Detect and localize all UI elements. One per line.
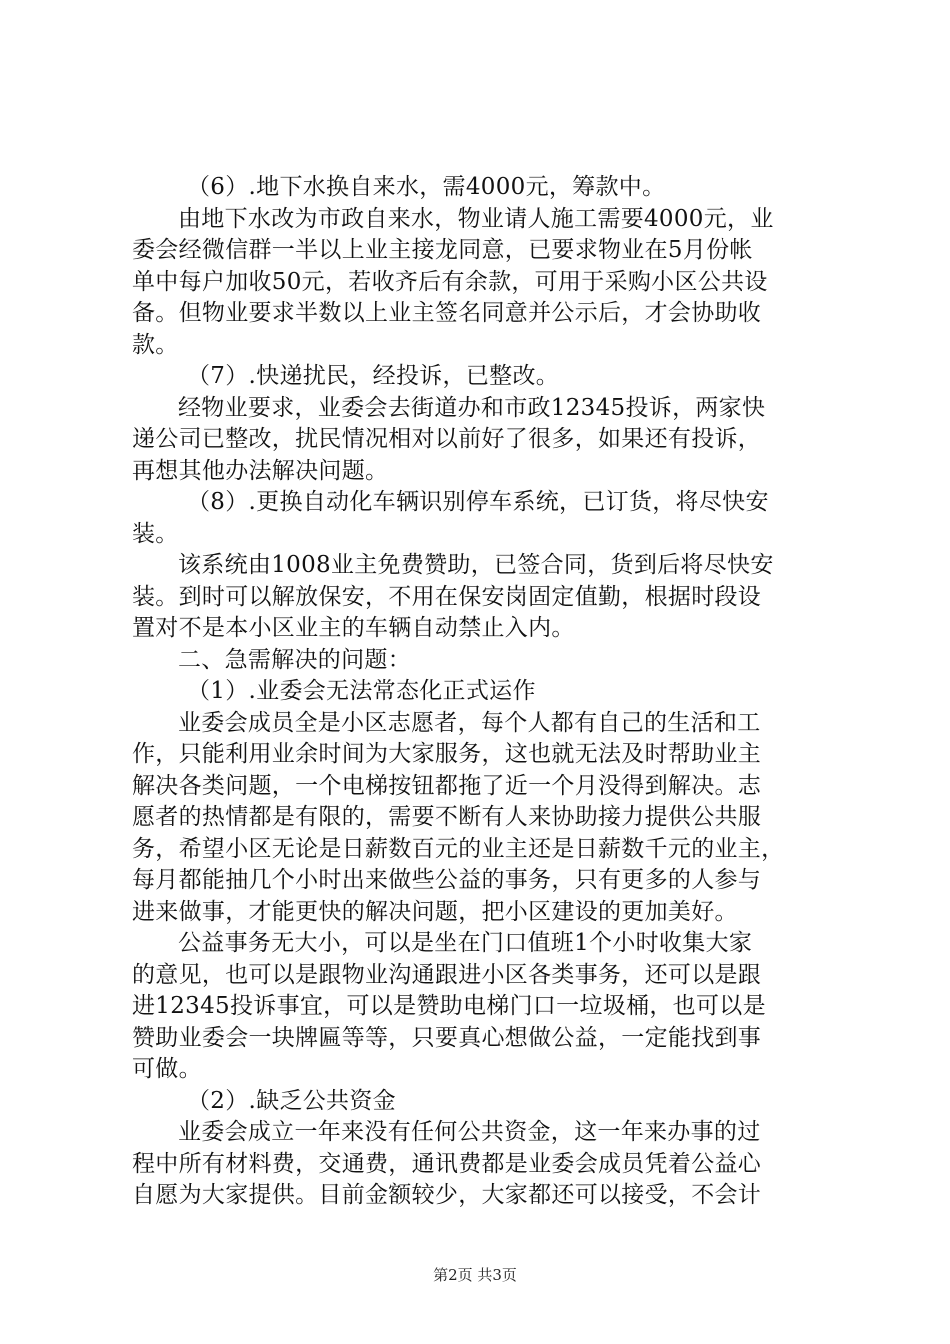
text-line: 置对不是本小区业主的车辆自动禁止入内。 — [132, 615, 575, 641]
text-line: 单中每户加收50元，若收齐后有余款，可用于采购小区公共设 — [132, 268, 768, 295]
text-line: 再想其他办法解决问题。 — [132, 457, 389, 484]
text-line: （1）.业委会无法常态化正式运作 — [187, 678, 536, 704]
text-line: （7）.快递扰民，经投诉，已整改。 — [187, 363, 560, 389]
text-line: 作，只能利用业余时间为大家服务，这也就无法及时帮助业主 — [132, 741, 762, 767]
text-line: （8）.更换自动化车辆识别停车系统，已订货，将尽快安 — [187, 489, 769, 515]
text-line: 进12345投诉事宜，可以是赞助电梯门口一垃圾桶，也可以是 — [132, 993, 766, 1019]
text-line: 该系统由1008业主免费赞助，已签合同，货到后将尽快安 — [178, 552, 774, 578]
text-line: 公益事务无大小，可以是坐在门口值班1个小时收集大家 — [178, 930, 753, 956]
text-line: 解决各类问题，一个电梯按钮都拖了近一个月没得到解决。志 — [132, 772, 762, 799]
document-body — [132, 172, 832, 1212]
text-line: 装。到时可以解放保安，不用在保安岗固定值勤，根据时段设 — [132, 583, 762, 610]
text-line: （2）.缺乏公共资金 — [187, 1087, 396, 1114]
text-line: 业委会成员全是小区志愿者，每个人都有自己的生活和工 — [178, 709, 761, 736]
text-line: 务，希望小区无论是日薪数百元的业主还是日薪数千元的业主， — [132, 835, 785, 862]
text-line: 进来做事，才能更快的解决问题，把小区建设的更加美好。 — [132, 898, 738, 925]
text-line: 赞助业委会一块牌匾等等，只要真心想做公益，一定能找到事 — [132, 1024, 762, 1051]
text-line: 每月都能抽几个小时出来做些公益的事务，只有更多的人参与 — [132, 867, 762, 893]
text-line: 装。 — [132, 520, 179, 547]
text-line: 自愿为大家提供。目前金额较少，大家都还可以接受，不会计 — [132, 1182, 762, 1208]
page-number-footer: 第2页 共3页 — [433, 1266, 517, 1284]
text-line: 程中所有材料费，交通费，通讯费都是业委会成员凭着公益心 — [132, 1150, 762, 1177]
text-line: 业委会成立一年来没有任何公共资金，这一年来办事的过 — [178, 1119, 761, 1145]
text-line: 经物业要求，业委会去街道办和市政12345投诉，两家快 — [178, 394, 766, 421]
text-line: 款。 — [132, 331, 179, 358]
text-line: 可做。 — [132, 1056, 202, 1082]
text-line: 委会经微信群一半以上业主接龙同意，已要求物业在5月份帐 — [132, 237, 753, 263]
text-line: 备。但物业要求半数以上业主签名同意并公示后，才会协助收 — [132, 300, 762, 326]
section-heading: 二、急需解决的问题： — [178, 646, 411, 673]
text-line: 愿者的热情都是有限的，需要不断有人来协助接力提供公共服 — [132, 804, 762, 830]
text-line: 由地下水改为市政自来水，物业请人施工需要4000元，业 — [178, 205, 774, 232]
text-line: （6）.地下水换自来水，需4000元，筹款中。 — [187, 174, 666, 200]
text-line: 的意见，也可以是跟物业沟通跟进小区各类事务，还可以是跟 — [132, 961, 762, 988]
text-line: 递公司已整改，扰民情况相对以前好了很多，如果还有投诉， — [132, 426, 762, 452]
